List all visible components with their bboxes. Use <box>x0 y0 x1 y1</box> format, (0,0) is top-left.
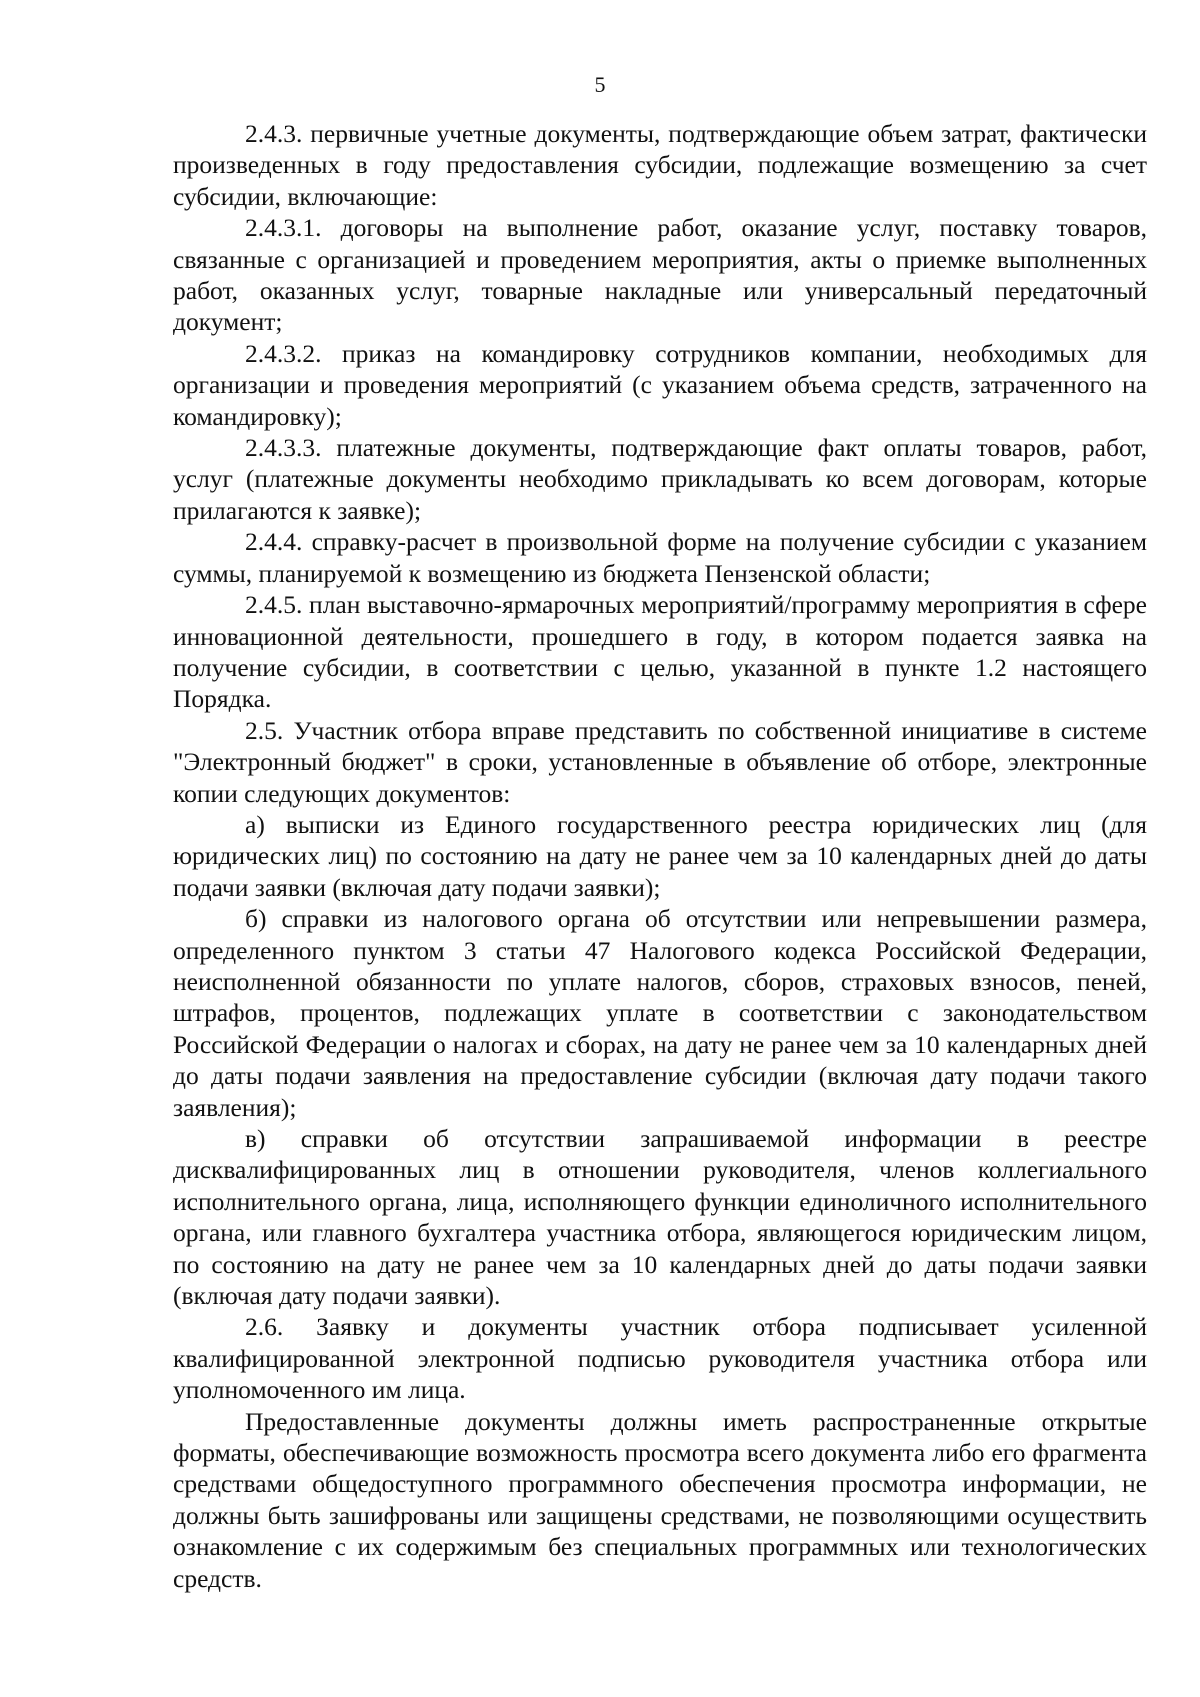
paragraph-2-6: 2.6. Заявку и документы участник отбора подписывает усиленной квалифицированной электронной подписью руководителя участника отбора или уполномоченного им лица. <box>173 1312 1147 1405</box>
paragraph-2-5-v: в) справки об отсутствии запрашиваемой информации в реестре дисквалифицированных лиц в отношении руководителя, членов коллегиального исполнительного органа, лица, исполняющего функции единоличного исполнительного органа, или главного бухгалтера участника отбора, являющегося юридическим лицом, по состоянию на дату не ранее чем за 10 календарных дней до даты подачи заявки (включая дату подачи заявки). <box>173 1124 1147 1311</box>
paragraph-2-5-a: а) выписки из Единого государственного реестра юридических лиц (для юридических лиц) по состоянию на дату не ранее чем за 10 календарных дней до даты подачи заявки (включая дату подачи заявки); <box>173 809 1147 902</box>
paragraph-2-4-3: 2.4.3. первичные учетные документы, подтверждающие объем затрат, фактически произведенных в году предоставления субсидии, подлежащие возмещению за счет субсидии, включающие: <box>173 119 1147 211</box>
page-number: 5 <box>594 72 606 97</box>
paragraph-2-4-3-3: 2.4.3.3. платежные документы, подтверждающие факт оплаты товаров, работ, услуг (платежные документы необходимо прикладывать ко всем договорам, которые прилагаются к заявке); <box>173 433 1147 525</box>
paragraph-2-4-4: 2.4.4. справку-расчет в произвольной форме на получение субсидии с указанием суммы, планируемой к возмещению из бюджета Пензенской области; <box>173 527 1147 588</box>
paragraph-2-5: 2.5. Участник отбора вправе представить по собственной инициативе в системе "Электронный бюджет" в сроки, установленные в объявление об отборе, электронные копии следующих документов: <box>173 715 1147 808</box>
document-body <box>173 118 1147 1594</box>
paragraph-2-4-3-2: 2.4.3.2. приказ на командировку сотрудников компании, необходимых для организации и проведения мероприятий (с указанием объема средств, затраченного на командировку); <box>173 338 1147 431</box>
paragraph-formats: Предоставленные документы должны иметь распространенные открытые форматы, обеспечивающие возможность просмотра всего документа либо его фрагмента средствами общедоступного программного обеспечения просмотра информации, не должны быть зашифрованы или защищены средствами, не позволяющими осуществить ознакомление с их содержимым без специальных программных или технологических средств. <box>173 1406 1147 1593</box>
paragraph-2-5-b: б) справки из налогового органа об отсутствии или непревышении размера, определенного пунктом 3 статьи 47 Налогового кодекса Российской Федерации, неисполненной обязанности по уплате налогов, сборов, страховых взносов, пеней, штрафов, процентов, подлежащих уплате в соответствии с законодательством Российской Федерации о налогах и сборах, на дату не ранее чем за 10 календарных дней до даты подачи заявления на предоставление субсидии (включая дату подачи такого заявления); <box>173 904 1147 1122</box>
paragraph-2-4-5: 2.4.5. план выставочно-ярмарочных мероприятий/программу мероприятия в сфере инновационной деятельности, прошедшего в году, в котором подается заявка на получение субсидии, в соответствии с целью, указанной в пункте 1.2 настоящего Порядка. <box>173 590 1147 714</box>
paragraph-2-4-3-1: 2.4.3.1. договоры на выполнение работ, оказание услуг, поставку товаров, связанные с организацией и проведением мероприятия, акты о приемке выполненных работ, оказанных услуг, товарные накладные или универсальный передаточный документ; <box>173 213 1147 337</box>
